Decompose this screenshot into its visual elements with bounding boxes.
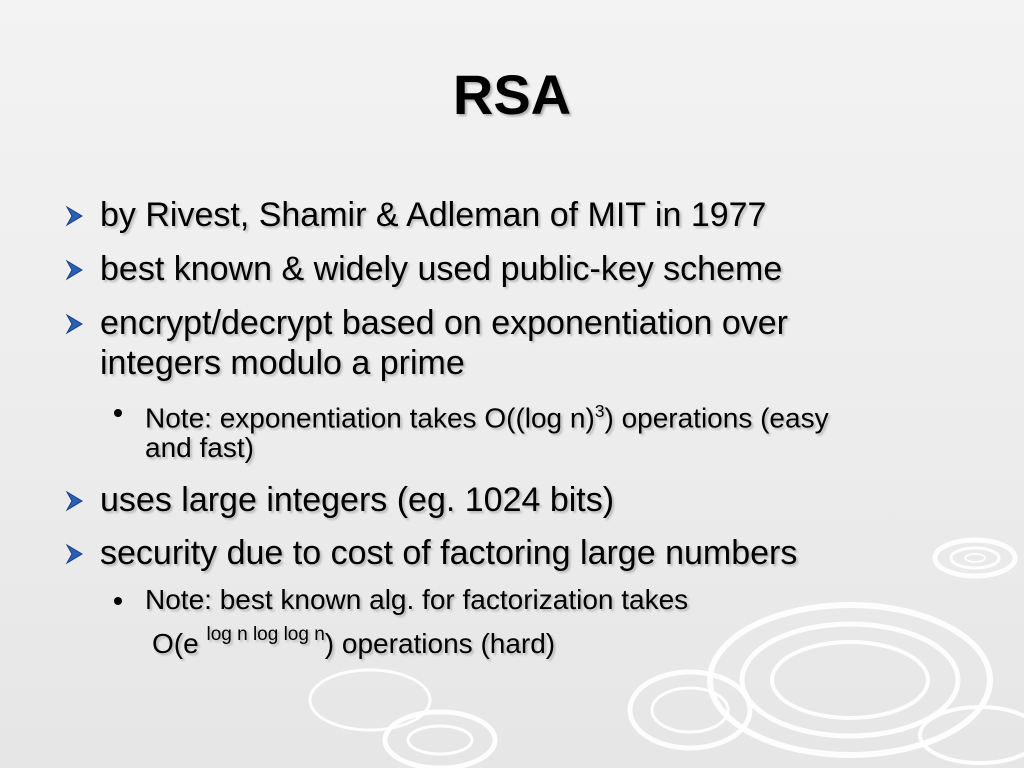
note-1-text-start: Note: exponentiation takes O((log n): [145, 402, 595, 434]
note-2-text-end: ) operations (hard): [324, 628, 556, 659]
arrow-bullet-icon: [64, 259, 86, 281]
note-2-exponent: log n log log n: [206, 624, 325, 645]
note-1-text-end: ) operations (easy: [604, 402, 829, 434]
note-2-line-1: Note: best known alg. for factorization takes: [145, 584, 689, 615]
arrow-bullet-icon: [64, 543, 86, 565]
dot-bullet-icon: [114, 409, 122, 417]
bullet-5-text: security due to cost of factoring large numbers: [100, 534, 798, 572]
bullet-1-text: by Rivest, Shamir & Adleman of MIT in 1977: [100, 196, 767, 234]
dot-bullet-icon: [114, 597, 122, 605]
note-1-line-2: and fast): [145, 432, 254, 463]
bullet-3-line-2: integers modulo a prime: [100, 344, 465, 382]
bullet-2-text: best known & widely used public-key scheme: [100, 250, 783, 288]
bullet-3-line-1: encrypt/decrypt based on exponentiation over: [100, 304, 789, 342]
arrow-bullet-icon: [64, 490, 86, 512]
note-1-superscript: 3: [594, 401, 605, 421]
note-2-text-start: O(e: [152, 628, 207, 659]
note-2-line-2: [152, 626, 555, 665]
arrow-bullet-icon: [64, 205, 86, 227]
slide-title: RSA: [452, 63, 572, 126]
bullet-4-text: uses large integers (eg. 1024 bits): [100, 481, 615, 519]
arrow-bullet-icon: [64, 313, 86, 335]
